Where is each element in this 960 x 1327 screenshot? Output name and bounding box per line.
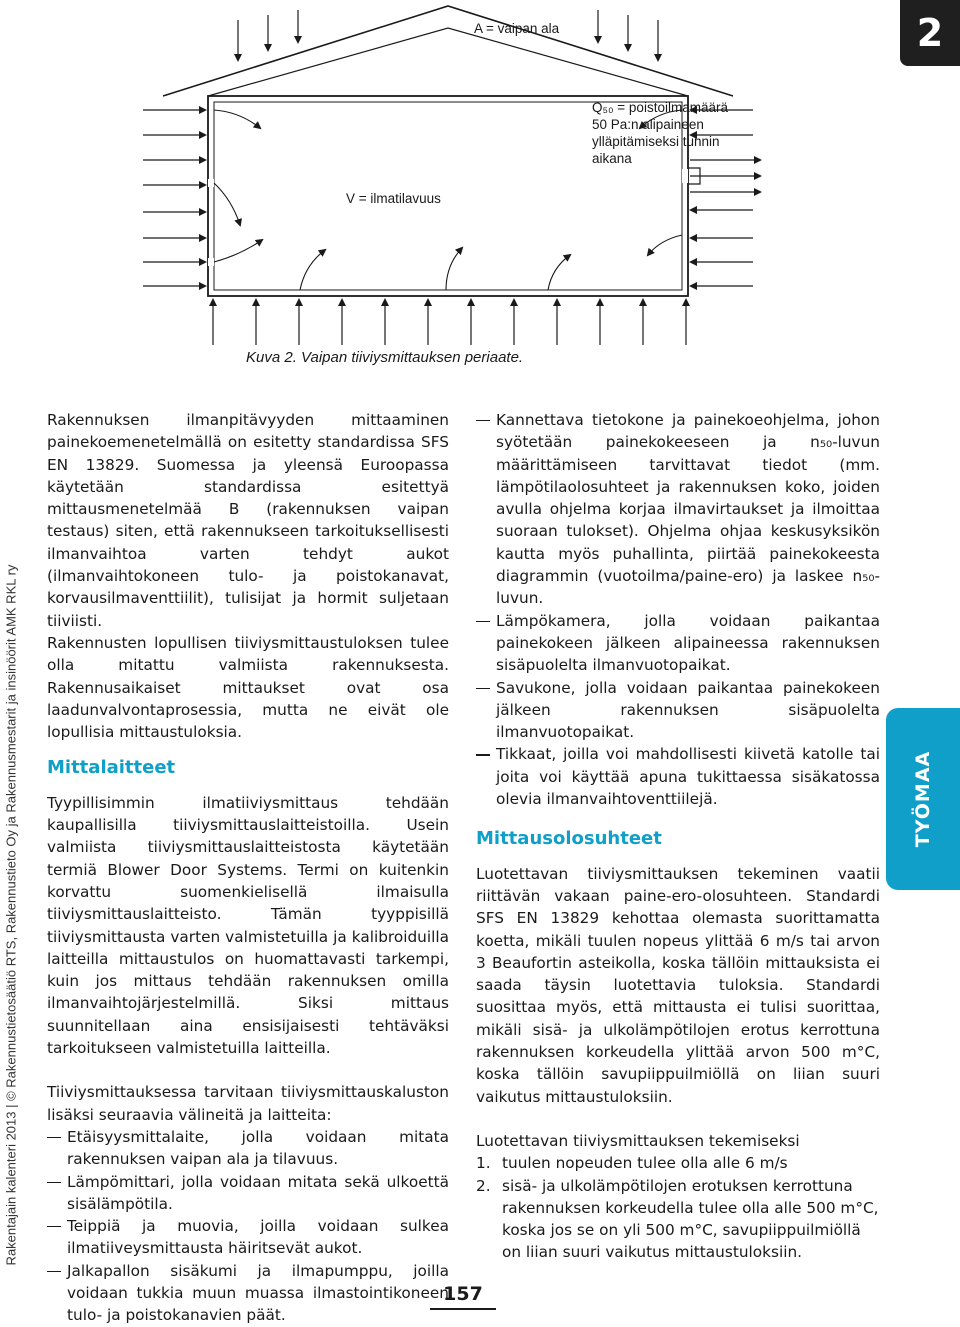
right-column	[476, 409, 880, 1264]
list-item: Lämpömittari, jolla voidaan mitata sekä ulkoettä sisälämpötila.	[47, 1171, 449, 1216]
list-item: Kannettava tietokone ja painekoeohjelma, johon syötetään painekokeeseen ja n₅₀-luvun määrittämiseen tarvittavat tiedot (mm. lämpötilaolosuhteet ja rakennuksen koko, joiden avulla ohjelma korjaa ilmavirtaukset ja ilmoittaa suoraan tulokset). Ohjelma ohjaa keskusyksikön kautta myös puhallinta, piirtää painekokeesta diagrammin (vuotoilma/paine-ero) ja laskee n₅₀-luvun.	[476, 409, 880, 610]
heading-mittalaitteet: Mittalaitteet	[47, 757, 176, 779]
list-item: Savukone, jolla voidaan paikantaa painekokeen jälkeen rakennuksen sisäpuolelta ilmanvuotopaikat.	[476, 677, 880, 744]
label-q50-line-3: ylläpitämiseksi tunnin	[592, 134, 720, 149]
chapter-number: 2	[916, 11, 944, 55]
heading-mittausolosuhteet: Mittausolosuhteet	[476, 828, 662, 850]
label-q50	[592, 99, 728, 167]
section-side-tab	[886, 708, 960, 890]
numbered-item-text: sisä- ja ulkolämpötilojen erotuksen kerrottuna rakennuksen korkeudella tulee olla alle 500 m°C, koska jos se on yli 500 m°C, savupiippuilmiöllä on liian suuri vaikutus mittaustuloksiin.	[502, 1176, 879, 1262]
paragraph-gap	[476, 1108, 880, 1130]
label-volume: V = ilmatilavuus	[346, 191, 441, 206]
conditions-paragraph: Luotettavan tiiviysmittauksen tekeminen vaatii riittävän vakaan paine-ero-olosuhteen. Standardi SFS EN 13829 kehottaa olemasta suorittamatta koetta, mikäli tuulen nopeus ylittää 6 m/s tai arvon 3 Beaufortin asteikolla, koska tällöin mittauksista ei saada täysin luotettavia tuloksia. Standardi suosittaa myös, että mittausta ei tulisi suorittaa, mikäli sisä- ja ulkolämpötilojen erotus kerrottuna rakennuksen korkeudella ylittää arvon 500 m°C, koska tällöin savupiippuilmiöllä on liian suuri vaikutus mittaustuloksiin.	[476, 864, 880, 1106]
vertical-credit-text: Rakentajain kalenteri 2013 | © Rakennustietosäätiö RTS, Rakennustieto Oy ja Rakennusmestarit ja insinöörit AMK RKL ry	[3, 564, 19, 1266]
numbered-item	[476, 1152, 880, 1174]
conditions-numbered-list	[476, 1152, 880, 1263]
list-item: Jalkapallon sisäkumi ja ilmapumppu, joilla voidaan tukkia muun muassa ilmastointikoneen tulo- ja poistokanavien päät.	[47, 1260, 449, 1327]
list-item: Etäisyysmittalaite, jolla voidaan mitata rakennuksen vaipan ala ja tilavuus.	[47, 1126, 449, 1171]
page-number: 157	[430, 1282, 496, 1310]
numbered-item-number: 1.	[476, 1154, 491, 1173]
roof-inner	[208, 28, 688, 96]
section-paragraph-1: Tyypillisimmin ilmatiiviysmittaus tehdään kaupallisilla tiiviysmittauslaitteistoilla. Usein valmiista tiiviysmittauslaitteistosta käytetään termiä Blower Door Systems. Termi on kuitenkin korvattu suomenkielisellä ilmaisulla tiiviysmittauslaitteisto. Tämän tyyppisillä tiiviysmittausta varten valmistetuilla ja kalibroiduilla laitteilla mittaustulos on huomattavasti tarkempi, kuin jos mittaus tehdään rakennuksen omilla ilmanvaihtojärjestelmillä. Siksi mittaus suunnitellaan aina ensisijaisesti tehtäväksi tarkoitukseen valmistetuilla laitteilla.	[47, 793, 449, 1058]
equipment-list-continued	[476, 409, 880, 810]
list-item: Teippiä ja muovia, joilla voidaan sulkea ilmatiiveysmittausta häiritsevät aukot.	[47, 1215, 449, 1260]
numbered-item-number: 2.	[476, 1176, 491, 1195]
figure-caption: Kuva 2. Vaipan tiiviysmittauksen periaate.	[246, 349, 524, 366]
label-q50-line-1: Q₅₀ = poistoilmamäärä	[592, 100, 728, 115]
list-intro: Tiiviysmittauksessa tarvitaan tiiviysmittauskaluston lisäksi seuraavia välineitä ja laitteita:	[47, 1083, 449, 1124]
roof-outer	[163, 6, 733, 96]
label-envelope-area: A = vaipan ala	[474, 21, 560, 36]
left-arrows	[143, 110, 205, 286]
intro-paragraph-1: Rakennuksen ilmanpitävyyden mittaaminen painekoemenetelmällä on esitetty standardissa SFS EN 13829. Suomessa ja yleensä Euroopassa käytetään standardissa esitettyä mittausmenetelmää B (rakennuksen vaipan testaus) siten, että rakennukseen tarkoituksellisesti ilmanvaihtoa varten tehdyt aukot (ilmanvaihtokoneen tulo- ja poistokanavat, korvausilmaventtiilit), tulisijat ja hormit suljetaan tiiviisti.	[47, 411, 449, 630]
list-item: Tikkaat, joilla voi mahdollisesti kiivetä katolle tai joita voi käyttää apuna tukittaessa sisäkatossa olevia ilmanvaihtoventtiilejä.	[476, 743, 880, 810]
numbered-item-text: tuulen nopeuden tulee olla alle 6 m/s	[502, 1154, 788, 1173]
paragraph-gap	[47, 1059, 449, 1081]
list-item: Lämpökamera, jolla voidaan paikantaa painekokeen jälkeen alipaineessa rakennuksen sisäpuolelta ilmanvuotopaikat.	[476, 610, 880, 677]
label-q50-line-2: 50 Pa:n alipaineen	[592, 117, 704, 132]
section-side-tab-label: TYÖMAA	[912, 750, 934, 848]
left-column	[47, 409, 449, 1327]
numbered-intro: Luotettavan tiiviysmittauksen tekemiseksi	[476, 1131, 800, 1150]
numbered-item	[476, 1175, 880, 1264]
envelope-diagram	[0, 0, 960, 380]
intro-paragraph-2: Rakennusten lopullisen tiiviysmittaustuloksen tulee olla mitattu valmiista rakennuksesta. Rakennusaikaiset mittaukset ovat osa laadunvalvontaprosessia, mutta ne eivät ole lopullisia mittaustuloksia.	[47, 633, 449, 742]
label-q50-line-4: aikana	[592, 151, 632, 166]
equipment-list	[47, 1126, 449, 1327]
bottom-arrows	[213, 300, 686, 345]
